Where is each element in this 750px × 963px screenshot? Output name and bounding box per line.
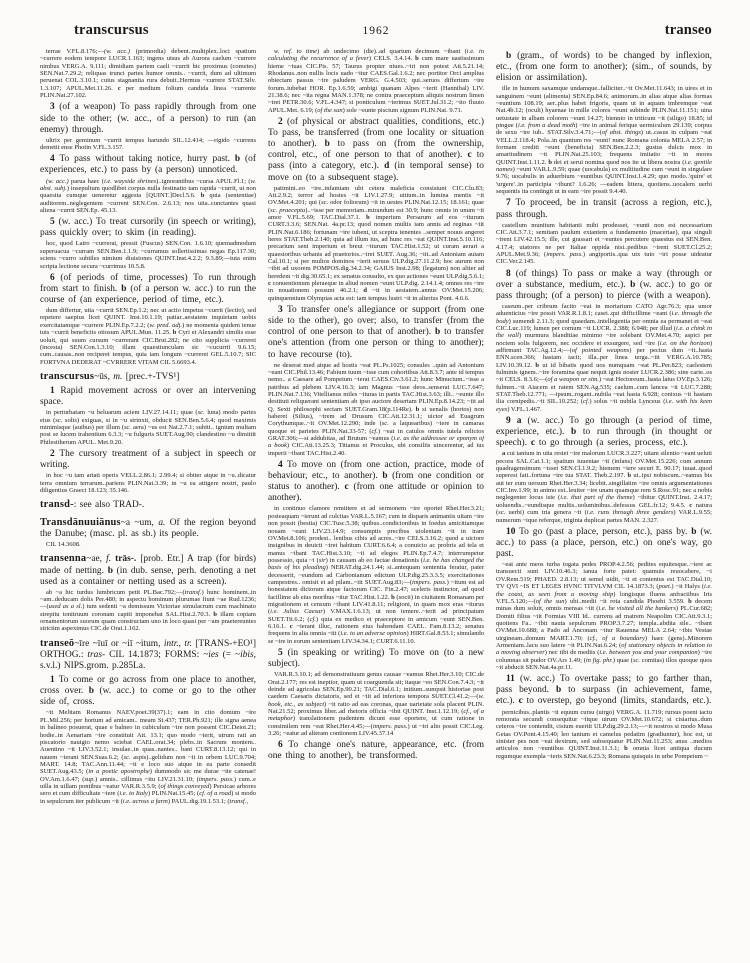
column-3 (496, 48, 712, 946)
running-head (40, 22, 712, 39)
citation-block: (w. acc.) parua haec (i.e. wayside shrines)..ignorantibus ~cursa APUL.Fl.1; (w. abst. subj.) insepultum quodlibet corpus nulla festinatio tam rapida ~currit, ut non quaesita cumque ueneretur aggesta [QUINT.]Decl.5.6. b quia (sententiae) auditorem..neglegentem ~current SEN.Con. 2.6.13; nos uita..cunctantes quasi aliena ~currit SEN.Ep. 45.13. (40, 177, 256, 214)
citation-block: patimini..eo ~ire..infamiam ubi cetera maleficia consistunt CIC.Clu.83; Att.2.9.2; terror ad hostes ~it LIV.1.27.9; uitium..in lumina mentis ~it OV.Met.4.201; qui (sc. odor foliorum) ~it in uestes PLIN.Nat.12.15; 18.161; quae (sc. praecepta)..~isse per memoriam..mirandum est 30.9; hunc omnis in unum ~it amor V.FL.5.69; TAC.Dial.37.1. b imperium Persarum ad eos ~iturum CURT.3.3.6; SEN.Nat. 4a.pr.13; quod nomen multis iam annis ad reginas ~iit PLIN.Nat.6.186; fortunam ~ire iubent, ut sceptra tenentes ..semper nouus angeret heres STAT.Theb.2.140; quia ad illum ius, ad hunc res ~eat QUINT.Inst.5.10.116; precarium seni imperium et breui ~iturum TAC.Hist.1.52; ut curam aerari a quaestoribus urbanis ad praetorios..~iret SUET. Aug.36; ~iit..ad Antoniam auiam Cal.10.1; si per multos dominos ~ierit seruus ULP.dig.27.11.2.9; hoc aurum non ~ibit ad uxorem POMPOS.dig.34.2.34; GAIUS Inst.2.98; (legatum) non aliter ad heredem ~it dig.30.65.1; ex senatus consulto, ex quo actiones ~eunt ULP.dig.5.6.1; c conuentionum pleraeque in aliud nomen ~eunt ULP.dig. 2.14.1.4; omnes res ~ire in nouationem possunt 46.2.1; d ~it in aestatem..annus OV.Met.15.206; quinquennium Olympias acta est: iam tempus lustri ~it in alterius Pont. 4.6.6. (268, 184, 484, 302)
citation-block: ne deserat med atque ad hostis ~eat PL.Ps.1025; consules ..quin ad Antonium ~eant CIC.Phil.13.46; Fabium tuum ~isse cum cohortibus Att.8.3.7; ante id tempus nemo.. a Caesare ad Pompeium ~ierat CAES.Civ.3.61.2; hunc Minucium..~isse a patribus ad plebem LIV.4.16.3; iam Magnus ~isse deos..senserat LUC.7.647; PLIN.Nat.7.136; Vitellianus miles ~ituras in partis TAC.Hist.3.63; illi.. ~eunte illo destituti reliquerant sententiam ab ipso auctore desertam PLIN.Ep.8.14.23; ~iit ad Q. Sexti philosophi sectam SUET.Gram.18(p.114Re). b si uenalis (hortos) non haberet (Silius), ~irem ad Drusum CIC.Att.12.31.1; uictor ad Euagrum Corythumque..~it OV.Met.12.290; inde (sc. a laquearibus) ~iere in camaras quoque et parietes PLIN.Nat.33-57; (cf.) ~eat in catulos omnis tutela relictos GRAT.306;—si addubitas, ad Brutum ~eamus (i.e. as the addressee or eponym of a book) CIC.Att.13.25.3; Titianus et Proculus, ubi consiliis uincerentur, ad ius imperii ~ibant TAC.Hist.2.40. (268, 361, 484, 457)
citation-block: in perturbatam ~u beluarum aciem LIV.27.14.11; quae (sc. luna) modo partes eius (sc. solis) exiguas, si in ~u strinxit, obducit SEN.Ben.5.6.4; quod maximis minimisque (auibus) per illum (sc. aera) ~us est Nat.2.7.1; subiti.. ignium multam post se lucem trahentium 6.3.3; ~u fulguris SUET.Aug.90; clandestino ~u dimittit Philesitherum APUL. Met.9.20. (40, 409, 256, 446)
headword-transe: transeō~īre ~īuī or ~iī ~itum, intr., tr. [TRANS-+EO¹] ORTHOG.: tras- CIL 14.1873; FORMS: ~ies (= ~ibis, s.v.l.) NIPS.grom. p.285La. (40, 637, 256, 672)
page-number: 1962 (362, 25, 390, 37)
sense-5: 5 (in speaking or writing) To move on (to a new subject). (268, 648, 484, 670)
citation-block: w. ref. to time) ab undecimo (die)..ad quartum decimum ~ibant (i.e. in calculating the recurrence of a fever) CELS. 3.4.14. b cum mare uastissimum hieme ~iuas CIC.Pis. 57; Taurus propter niues..~iri non potest Att.5.21.14; Rhodanus..non nullis locis uado ~itur CAES.Gal.1.6.2; nec portitor Orci amplius obiectam passus ~ire paludem VERG. G.4.503; qui..seruos differtum ~ire forum..iubebat HOR. Ep.1.6.59; ambigi quanam Alpes ~ierit (Hannibal) LIV. 21.38.6; nec ~ita regna MAN.1.378; ne contra praeceptum aliquis nostrum limen ~iret PETR.30.6; V.FL.4.347; si ponticulum ~ierimus SUET.Jul.31.2; ~ito fluuio APUL.Met. 6.19; (of the sun) sole ~eunte piscium signum PLIN.Nat. 9.71. (268, 48, 484, 114)
sense-2: 2 (of physical or abstract qualities, conditions, etc.) To pass, be transferred (from one locality or situation to another). b to pass on (from the ownership, control, etc., of one person to that of another). c to pass (into a category, etc.). d (in temporal sense) to move on (to a subsequent stage). (268, 117, 484, 183)
sense-3: 3 To transfer one's allegiance or support (from one side to the other), go over; also, to transfer (from the control of one person to that of another). b to transfer one's attention (from one person or thing to another); to have recourse (to). (268, 305, 484, 360)
headword-transcursus: transcursus~ūs, m. [prec.+-TVS¹] (40, 370, 180, 382)
sense-8: 8 (of things) To pass or make a way (through or over a substance, medium, etc.). b (w. acc.) to go or pass through; (of a person) to pierce (with a weapon). (496, 268, 712, 301)
sense-2: 2 The cursory treatment of a subject in speech or writing. (40, 449, 256, 471)
sense-6: 6 To change one's nature, appearance, etc. (from one thing to another), be transformed. (268, 740, 484, 762)
sense-6: 6 (of periods of time, processes) To run through from start to finish. b (of a person w. acc.) to run the course of (an experience, period of time, etc.). (40, 272, 256, 306)
citation-block: terrae V.FL.8.176;—(w. acc.) (primordia) debent..multiplex..loci spatium ~currere eodem tempore LUCR.1.163; ingens uisus ab Aurora caelum ~currere nimbus VERG.A. 9.111; dimidiam partem caeli ~currit hic proximus (cometes) SEN.Nat.7.29.2; reliquas trunci partes humor omnis.. ~currit, dum ad ultimum peruenat COL.3.10.1; cuius stagnantia rura debuit..Hermus ~currere STAT.Silv. 1.3.107; APUL.Met.11.26. c per medium folium candida linea ~currente PLIN.Nat.27.102. (40, 48, 256, 100)
headword-transenna: transenna~ae, f. trās-. [prob. Etr.] A trap (for birds) made of netting. b (in dub. sense, perh. denoting a net used as a container or netting used as a screen). (40, 553, 256, 587)
citation-block: ab ~a hic turdus lumbricum petit PL.Bac.792;—(transf.) hunc hominem..in ~am..deducam dolis Per.480; in aspectu hominum plurumae fiunt ~ae Rud.1236;—(used as a sl.) tum sedenti ~a demissum Victoriae simulacrum cum machinato strepitu tonitruum coronam capiti imponebat SAL.Hist.2.70.3. b illam copiam ornamentorum suorum quam constructam uno in loco quasi per ~am praetereuntes strictim aspeximus CIC.de Orat.1.162. (40, 588, 256, 633)
headword-transdnuuinus: Transdānuuiānus~a ~um, a. Of the region beyond the Danube; (masc. pl. as sb.) its people. (40, 516, 256, 539)
citation-block: a cui tantum in uita restet ~ire malorum LUCR.3.227; uitam silentio ~eant ueluti pecora SAL.Cat.1.1; spatium iuuentae ~it (infans) OV.Met.15.226; cum annum quadragensimum ~isset SEN.Cl.1.9.2; hiemem ~iere securi E. 90.17; iuuat..quod superest fati..fortuna ~ire tua STAT. Theb.2.197. b ut..ipsi nobiscum..~eamus bis aut ter eum uersum Rhet.Her.3.34; licebit..singillatim ~ire omnis argumentationes CIC.Inv.1.99; in animo est..leuiter ~ire unam quamque rem S.Rosc.91; nec a nobis neglegenter locus iste (i.e. that part of the theme) ~ibitur QUINT.Inst. 2.4.17; uoluendis..~eundisque multis..uoluminibus..defessus GEL.fr.12; 9.4.5. c natura (sc. uerbi) cum tria genera ~it (i.e. runs through three genders) VAR.L.9.55; numerum ~ique referque, triginta duplicat partes MAN. 2.327. (496, 450, 712, 524)
citation-block: pernicibus..plantis ~it equum cursu (uirgo) VERG.A. 11.719; rursus poeni iactu remorata secundi consequitur ~itque uirum OV.Met.10.672; si cisiarius..dum ceteros ~ire contendit, cisium euertit ULP.dig.29.2.13;—~it nostros si modo Musa Getas OV.Pont.4.15.40; leo tantum et camelus pedatim (gradiuntur), hoc est, ut sinister pes non ~eat dextrum, sed subsequatur PLIN.Nat.11.253; anus ..medios articulos non ~euntibus QUINT.Inst.11.3.1; b omnia licet antiqua ducum regumque exempla ~ieris SEN.Nat.6.23.3; Romana quisquis in urbe Pompeium ~ (496, 708, 712, 760)
headword-transd: transd-: see also TRAD-. (40, 499, 145, 511)
citation-block: dum differtur, uita ~currit SEN.Ep.1.2; nec ut actio impetus ~currit (lectio), sed repetere saepius licet QUINT. Inst.10.1.19; patiar..aestatem inquietam uobis exercitatamque ~currere PLIN.Ep.7.2.2; (w. pred. adj.) ne momenta quidem tenue tuis ~currit beneficiis otiosum APUL.Mun. 11.25. b Cyri et Alexandri similis esse uoluit, qui suum cursum ~currerant CIC.Brut.282; ne cito supplicia ~curreret (incesta) SEN.Con.1.3.10; illam quaestiunculam sic ~cucurrit 9.6.15; cum..causas..non reciperet tempus, quia iam longum ~curreret GEL.5.10.7; SIC FORTVNA DEDERAT ~CVRRERE VITAM CIL 5.6693.4. (40, 307, 256, 366)
citation-block: in continuo clamore remittere et ad sermonem ~ire oportet Rhet.Her.3.21; posteaquam ~ierunt ad culcitas VAR.L.5.167; cum in disparis animantis uitam ~ire non possit (bestia) CIC.Tusc.5.38; quibus..condicionibus in foedus amicitiamque nouam ~eant LIV.23.14.9; consumptis precibus uiolentam ~it in iram OV.Met.8.106; prodest.. lenibus cibis ad acres..~ire CELS.3.16.2; quod a uictore insignibus in deuicti ~iret habitum CURT.6.6.4; a conuicio ac probris ad tela et manus ~ibant TAC.Hist.3.10; ~ii ad elegos PLIN.Ep.7.4.7; interrumpetur possessio, quia ~i (sir) in causam ab eo factae donationis (i.e. he has changed the basis of his pleading) NERAT.dig.24.1.44; si..antequam sententia feratur, pater decesserit, ~eundum ad Carbonianum edictum ULP.dig.25.3.3.5; exercitationes campestres.. omisit et ad pilam..~iit SUET.Aug.83;—(impers. pass.) ~itum est ad honestatem dictorum atque factorum CIC. Fin.2.47; sceleris instinctor, ad quod facillime ab eius moribus ~itur TAC.Hist.1.22. b (socii) in ciuitatem Romanam per migrationem et censum ~ibant LIV.41.8.11; religioni, in quam mox eras ~iturus (i.e. Julius Caesar) V.MAX.1.6.13; ut non temere..~ierit ad principatum SUET.Tit.6.2; (cf.) quia ex medico et praeceptore in amicum ~eunt SEN.Ben. 6.16.1. c ~ierant illuc, rationem eius habendam CAEL. Fam.8.13.2; senatus frequens in alia omnia ~iit (i.e. to an adverse opinion) HIRT.Gal.8.53.1; simulando se ~ire in eorum sententiam LIV.34.34.1; CURT.6.11.10. (268, 505, 484, 645)
sense-7: 7 To proceed, be in transit (across a region, etc.), pass through. (496, 198, 712, 220)
text-columns (40, 48, 712, 946)
sense-1: 1 To come or go across from one place to another, cross over. b (w. acc.) to come or go to the other side of, cross. (40, 675, 256, 708)
sense-1: 1 Rapid movement across or over an intervening space. (40, 386, 256, 408)
citation-block: caseum..per cribrum facito ~eat in mortarium CATO Agr.76.3; qua umor aduenticius ~ire possit VAR.R.1.8.1; casei..qui difficillime ~eant (i.e. through the body) sumendi 2.11.3; quod quaedam..intellegentia per omnia ea permanet et ~eat CIC.Luc.119; lumen per cornum ~it LUCR. 2.388; 6.948; per illud (i.e. a chink in the wall) murmura blanditiae minimo ~ire solebant OV.Met.4.70; aspici per noctem solis fulgorem, nec occidere et exsurgere, sed ~ire (i.e. on the horizon) adfirmant TAC.Ag.12.4;—(of pointed weapons) per pectus dum ~it..hasta ENN.scen.366; hastam iacit; illa..per linea terga..~iit VERG.A.10.785; LIV.10.39.12. b ut id bibatis quod uos numquam ~eat PL.Per.823; caelestem fulminis ignem..~ire foramina quae nequit ignis noster LUCR.2.386; sine carie..os ~it CELS. 8.3.6;—(of a weapon or sim.) ~eat Hectoreum..hasta latus OV.Ep.3.126; fulmen..~it Aiacem et ratem SEN.Ag.535; caelum..cum lancea ~it LUC.7.288; STAT.Theb.12.771; —ipsum..rogant..nubila ~eat hasta 6.928; conixus ~it hastam ilia cornipedis..~it SIL.10.252; (cf.) solus ~it nubila Lynceus (i.e. with his keen eyes) V.FL.1.467. (496, 302, 712, 413)
running-head-left: transcursus (74, 22, 149, 38)
citation-block: VAR.R.3.10.1; ad demonstratiuum genus causae ~eamus Rhet.Her.3.10; CIC.de Orat.2.177; res est ineptior, quam ut coarguenda sit; itaque ~eo SEN.Con.7.4.3; ~it deinde ad agricolas SEN.Ep.90.21; TAC.Dial.6.1; initium..sumpsit historiae post caedem Caesaris dictatoris, sed et ~iit ad inferiora tempora SUET.Cl.41.2;—(w. book, etc., as subject) ~it ratio ad eas coronas, quae uarietate sola placent PLIN. Nat.21.52; proximus liber..ad rhetoris officia ~ibit QUINT. Inst.1.12.19; (cf., of a metaphor) translationem pudentem dicunt esse oportere, ut cum ratione in consimilem rem ~eat Rhet.Her.4.45;—(impers. pass.) ut ~iri alio possit CIC.Leg. 3.26; ~eatur ad alteram contionem LIV.45.37.14 (268, 671, 484, 737)
citation-block: ~eat ante meos turba togata pedes PROP.4.2.56; pedites equitesque..~iere ac transuecti sunt LIV.10.46.3; ianua forte patet: quamuis reuocabere, ~i OV.Rem.519; PHAED. 2.8.13; ut semel uidit, ~it et contentus est TAC.Dial.10; TV QVI ~IS ET LEGES HVNC TITVLVM CIL 14.1873.3; (poet.) ~it Halys (i.e. the coast, as seen from a moving ship) longisque fluens anfractibus Iris V.FL.5.120;—(of the sun) ubi..medii ~it rota candida Phoebi 3.559. b decem minas dum soluit, omnis mensas ~iit (i.e. he visited all the bankers) PL.Cur.682; Domiti filius ~iit Formias VIII Id.. currens ad matrem Neapolim CIC.Att.9.3.1; quotiens Fa.. ~ibit nauta sepulcrum PROP.3.7.27; templa..abdita sile.. ~ibant OV.Met.10.688; a Pado ad Anconam ~itur Rauenna MELA 2.64; ~ibis Vestae uirgineam..domum MART.1.70; (cf., of a boundary) haec (gens)..Minorem Armeniam..lacu suo latere ~it PLIN.Nat.6.24; (of stationary objects in relation to a moving observer) nec tibi de mediis (i.e. between you and your companion) ~ire columnas sit pudor OV.Ars 1.49; (in fig. phr.) quae (sc. comitas) illos quoque quos ~it abducit SEN.Nat.4a.pr.11. (496, 561, 712, 671)
sense-5: 5 (w. acc.) To treat cursorily (in speech or writing), pass quickly over; to skim (in reading). (40, 217, 256, 239)
column-2 (268, 48, 484, 946)
citation-block: in hoc ~u tam artati operis VELL.2.86.1; 2.99.4; si obiter atque in ~u..dicatur terra omnium terrarum..pariens PLIN.Nat.3.39; in ~u ea attigere nostri, paulo diligentius Graeci 18.123; 35.146. (40, 472, 256, 494)
citation-block: CIL 14.3608. (46, 540, 81, 548)
sense-11: 11 (w. acc.) To overtake pass; to go farther than, pass beyond. b to surpass (in achievement, fame, etc.). c to overstep, go beyond (limits, standards, etc.). (496, 674, 712, 707)
sense-4: 4 To move on (from one action, practice, mode of behaviour, etc., to another). b (from one condition or status to another). c (from one attitude or opinion to another). (268, 460, 484, 504)
citation-block: hoc, quod Latro ~currerat, pressit (Fuscus) SEN.Con. 1.6.10; quemadmodum superuacua ~curram SEN.Ben.1.1.9; ~curramus sollertissimas negas Ep.117.30; sciens ~curro subtiles nimium diuisiones QUINT.Inst.4.2.2; 9.3.89;—tuta enim scripta lectione secura ~currimus 10.5.8. (40, 240, 256, 270)
column-1 (40, 48, 256, 946)
sense-10: 10 To go (past a place, person, etc.), pass by. b (w. acc.) to pass (a place, person, etc.) on one's way, go past. (496, 526, 712, 560)
sense-9: 9 a (w. acc.) To go through (a period of time, experience, etc.). b to run through (in thought or speech). c to go through (a series, process, etc.). (496, 416, 712, 449)
citation-block: ille in humum saxamque undamque..falliciter..~it Ov.Met.11.643; in uires et in sanguinem ~eunt (alimenta) SEN.Ep.84.6; animorum..in alias atque alias formas ~euntium 108.19; aer..plus habet frigoris, quam ut in aquam imbremque ~eat Nat.4b.12; (oculi) hyaenae in mille colores ~eunt subinde PLIN.Nat.11.151; uina uetustate in albam colorem ~eunt 14.27; biennio in triticum ~it (siligo) 18.85; id pingue (i.e. from a dead moth) ~ire in animal ferique uermiculum 29.139; corpus de sexu ~ire iub.. STAT.Silv.3.4.71;—(of abst. things) ut..casus in culpam ~eat VELL.2.118.4; Pola..in quantum res ~eunt! nunc Romana colonia MELA 2.57; in formam crediti ~eunt (beneficia) SEN.Ben.2.2.3; gustus dulcis mox in amaritudinem ~it PLIN.Nat.25.103; frequens imitatio ~it in mores QUINT.Inst.1.11.2. b dei et serui nomina quod nos ite ut libera nostra (i.e. gentile names) ~eunt VAR.L.9.59; quae (uocabula) ex multitudine cum ~eunt in singulare 9.76; uocabulis in aduerbium ~euntibus QUINT.Inst.1.4.29; quo modo..'quire' et 'urgere'..in participia ~ibunt? 1.6.26; —eadem littera, quotiens..uocalem uerbi sequentis ita contingit ut in eam ~ire possit 9.4.40. (496, 85, 712, 196)
citation-block: castellum munitum habitanti mihi prodesset, ~eunti non est necessarium CIC.Att.3.7.1; semitam paulum extantem a fundamento (maceriae), qua singuli ~irent LIV.42.15.5; ille, cui grassari et ~euntes percutere quaestus est SEN.Ben. 4.17.4; uiatores ne per Italiae oppida nisi..pedibus ~irent SUET.Cl.25.2; APUL.Met.9.36; (impers. pass.) angiportis..qua uix tuto ~iri posse uideatur CIC.Ver.2.145. (496, 221, 712, 266)
running-head-right: transeo (664, 22, 712, 38)
citation-block: ~it Melitam Romanus NAEV.poet.39(37).1; eam in cito domum ~ire PL.Mil.256; per hortum ad amicam.. meam St.437; TER.Ph.921; ille signa aenea in balineo posuerat, quae e balneo in cubiculum ~ire non possent CIC.Deiot.21; hodie..in Aenariam ~ire constituit Att. 13.1; quo modo ~ierit, utrum rati an piscatorio nauigio nemo sciebat CAEL.orat.34; plebs..in Sacrum montem.. Auentino ~it LIV.3.52.1; insulae..in quas..nantes.. bant CURT.8.13.12; qui in nauem ~ierant SEN.Suas.6.2; (sc. aspis)..gelidum non ~it in orbem LUC.9.704; MART. 14.8; TAC.Ann.11.44; ~it e loco suo atque in ea parte consedit SUET.Aug.43.5; (in a poetic apostrophe) dummodo sic me durae ~ite catenae! OV.Am.1.6.47; (sup.) amnis.. cillimus ~itu LIV.21.31.10; (impers. pass.) cum..e uilla in uillam pontibus ~eatur VAR.R.3.5.9; (of things conveyed) Persicae arbores sero et cum difficultate ~iere (i.e. to Italy) PLIN.Nat.15.45; (cf. of a road) si modo in sepulcrum iter publicum ~it (i.e. across a farm) PAUL.dig.19.1.53.1; (transf., (40, 709, 256, 805)
sense-cont: b (gram., of words) to be changed by inflexion, etc., (from one form to another); (sim., of sounds, by elision or assimilation). (496, 51, 712, 84)
citation-block: ultrix per geminum ~currit tempus harundo SIL.12.414; —rigido ~currens demetit ense Photin V.FL.3.157. (40, 136, 256, 152)
sense-4: 4 To pass without taking notice, hurry past. b (of experiences, etc.) to pass by (a person) unnoticed. (40, 154, 256, 176)
sense-3: 3 (of a weapon) To pass rapidly through from one side to the other; (w. acc., of a person) to run (an enemy) through. (40, 102, 256, 135)
